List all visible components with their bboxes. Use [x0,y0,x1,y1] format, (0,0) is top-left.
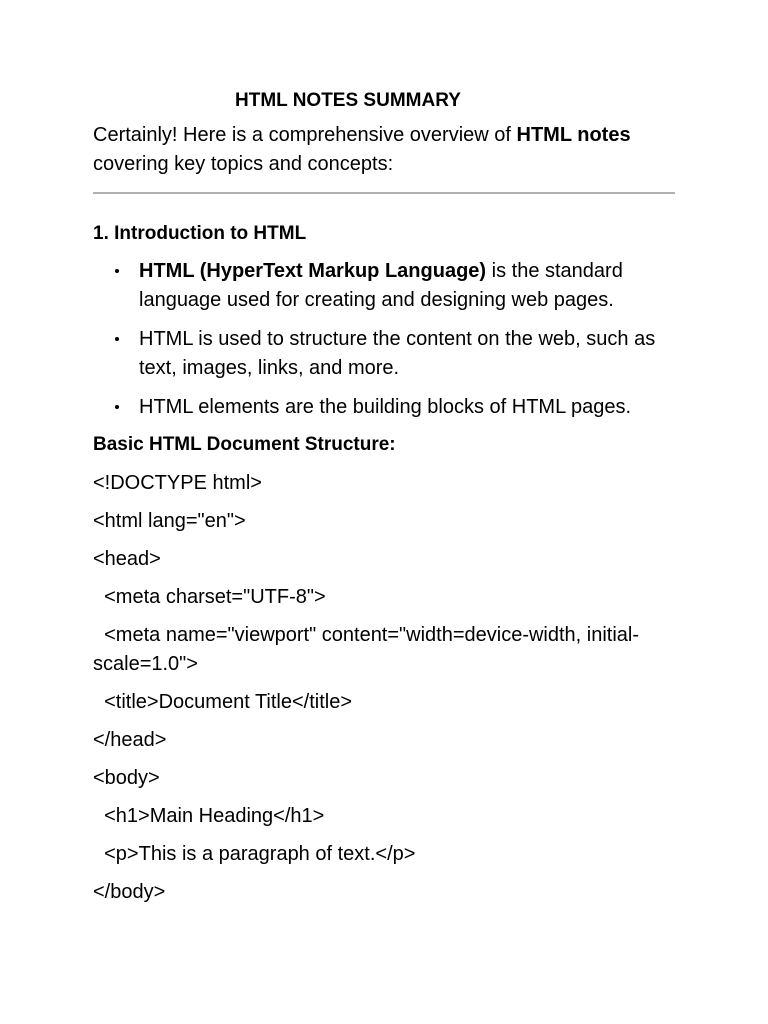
section-heading: 1. Introduction to HTML [93,223,307,244]
bullet-bold-text: HTML (HyperText Markup Language) [139,260,487,282]
code-line: </head> [93,729,167,751]
bullet-text: HTML elements are the building blocks of HTML pages. [139,396,632,418]
code-line: <p>This is a paragraph of text.</p> [93,843,416,865]
code-line: <meta name="viewport" content="width=device-width, initial-scale=1.0"> [93,624,640,675]
document-page [93,84,675,907]
bullet-dot-icon [115,405,119,409]
intro-text-after: covering key topics and concepts: [93,153,394,175]
list-item [93,257,675,315]
bullet-text: is the standard language used for creating and designing web pages. [139,260,623,311]
code-line: <!DOCTYPE html> [93,472,262,494]
list-item [93,393,675,422]
intro-text-before: Certainly! Here is a comprehensive overview of [93,124,517,146]
structure-heading: Basic HTML Document Structure: [93,434,396,455]
code-line: <html lang="en"> [93,510,246,532]
code-line: <title>Document Title</title> [93,691,353,713]
bullet-dot-icon [115,337,119,341]
code-block [93,469,675,907]
bullet-list [93,257,675,422]
list-item [93,325,675,383]
code-line: <meta charset="UTF-8"> [93,586,326,608]
bullet-text: HTML is used to structure the content on the web, such as text, images, links, and more. [139,328,656,379]
code-line: <head> [93,548,161,570]
code-line: <body> [93,767,160,789]
code-line: <h1>Main Heading</h1> [93,805,325,827]
intro-text-bold: HTML notes [516,124,631,146]
horizontal-divider [93,192,675,194]
bullet-dot-icon [115,269,119,273]
intro-paragraph [93,121,675,179]
document-title: HTML NOTES SUMMARY [235,90,461,111]
code-line: </body> [93,881,166,903]
